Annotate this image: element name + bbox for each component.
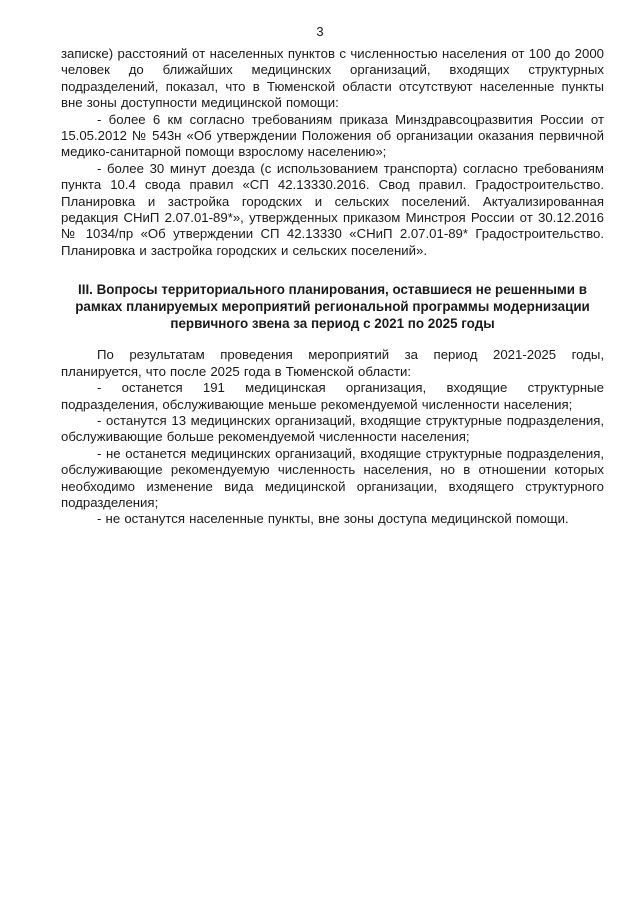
paragraph-results-intro: По результатам проведения мероприятий за период 2021-2025 годы, планируется, что после 2025 года в Тюменской области:: [61, 347, 604, 379]
spacer: [61, 332, 604, 347]
page-number: 3: [316, 24, 324, 39]
list-item-no-settlements-outside: - не останутся населенные пункты, вне зоны доступа медицинской помощи.: [97, 511, 569, 527]
list-item-travel-time-requirement: - более 30 минут доезда (с использованием транспорта) согласно требованиям пункта 10.4 свода правил «СП 42.13330.2016. Свод правил. Градостроительство. Планировка и застройка городских и сельских поселений. Актуализированная редакция СНиП 2.07.01-89*», утвержденных приказом Минстроя России от 30.12.2016 № 1034/пр «Об утверждении СП 42.13330 «СНиП 2.07.01-89* Градостроительство. Планировка и застройка городских и сельских поселений».: [61, 160, 604, 258]
list-item-remaining-13: - останутся 13 медицинских организаций, входящие структурные подразделения, обслуживающие больше рекомендуемой численности населения;: [61, 412, 604, 445]
document-body: [61, 46, 604, 528]
list-item-remaining-191: - останется 191 медицинская организация, входящие структурные подразделения, обслуживающие меньше рекомендуемой численности населения;: [61, 380, 604, 412]
section-heading: III. Вопросы территориального планирования, оставшиеся не решенными в рамках планируемых мероприятий региональной программы модернизации первичного звена за период с 2021 по 2025 годы: [75, 282, 590, 332]
list-item-distance-requirement: - более 6 км согласно требованиям приказа Минздравсоцразвития России от 15.05.2012 № 543н «Об утверждении Положения об организации оказания первичной медико-санитарной помощи взрослому населению»;: [61, 111, 604, 160]
paragraph-continuation: записке) расстояний от населенных пунктов с численностью населения от 100 до 2000 человек до ближайших медицинских организаций, входящих структурных подразделений, показал, что в Тюменской области отсутствуют населенные пункты вне зоны доступности медицинской помощи:: [61, 46, 604, 111]
list-item-no-change-needed: - не останется медицинских организаций, входящие структурные подразделения, обслуживающие рекомендуемую численность населения, но в отношении которых необходимо изменение вида медицинской организации, входящего структурного подразделения;: [61, 445, 604, 510]
